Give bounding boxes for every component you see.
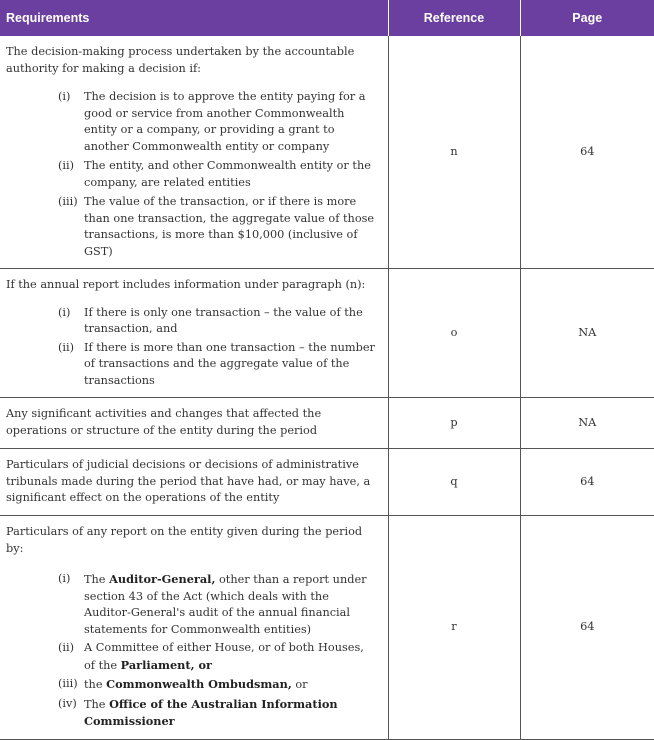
item-text: The decision is to approve the entity paying for a good or service from another Commonwealth entity or a company, or providing a grant to another Commonwealth entity or company <box>84 90 366 153</box>
table-row <box>0 449 654 516</box>
item-number: (ii) <box>58 340 75 354</box>
item-number: (iii) <box>58 195 78 208</box>
page-cell: NA <box>520 269 654 398</box>
item-pre: The <box>84 697 110 711</box>
reference-cell: q <box>388 449 520 516</box>
requirement-intro: Any significant activities and changes that affected the operations or structure of the entity during the period <box>6 407 322 437</box>
table-row <box>0 398 654 449</box>
requirement-cell <box>0 269 388 398</box>
page-cell: NA <box>520 398 654 449</box>
reference-cell: r <box>388 516 520 740</box>
requirement-cell <box>0 449 388 516</box>
item-bold: Auditor-General, <box>109 572 216 586</box>
item-text: If there is more than one transaction – the number of transactions and the aggregate value of the transactions <box>84 340 375 387</box>
item-text: If there is only one transaction – the value of the transaction, and <box>84 305 363 335</box>
page-cell: 64 <box>520 449 654 516</box>
header-page: Page <box>520 0 654 36</box>
item-bold: Commonwealth Ombudsman, <box>106 677 292 691</box>
item-post: other than a report under section 43 of the Act (which deals with the Auditor-General's audit of the annual financial statements for Commonwealth entities) <box>84 573 367 636</box>
item-bold: Office of the Australian Information Commissioner <box>84 696 338 728</box>
list-item <box>6 696 382 731</box>
item-text: The entity, and other Commonwealth entity or the company, are related entities <box>84 159 371 189</box>
reference-cell: n <box>388 36 520 269</box>
header-reference: Reference <box>388 0 520 36</box>
list-item <box>6 158 382 191</box>
requirement-cell <box>0 36 388 269</box>
table-row <box>0 516 654 740</box>
list-item <box>6 89 382 155</box>
table-row <box>0 36 654 269</box>
item-post: or <box>291 678 308 691</box>
page-cell: 64 <box>520 36 654 269</box>
item-pre: the <box>84 678 107 691</box>
header-requirements: Requirements <box>0 0 388 36</box>
requirement-intro: The decision-making process undertaken by the accountable authority for making a decision if: <box>6 45 355 75</box>
item-number: (ii) <box>58 641 75 654</box>
item-pre: The <box>84 573 110 586</box>
requirement-cell <box>0 516 388 740</box>
requirement-intro: Particulars of any report on the entity given during the period by: <box>6 525 363 555</box>
requirement-list <box>6 571 382 731</box>
list-item <box>6 340 382 390</box>
list-item <box>6 676 382 694</box>
requirement-intro: Particulars of judicial decisions or decisions of administrative tribunals made during the period that have had, or may have, a significant effect on the operations of the entity <box>6 458 371 504</box>
list-item <box>6 571 382 638</box>
requirement-list <box>6 89 382 260</box>
item-number: (i) <box>58 90 71 103</box>
reference-cell: o <box>388 269 520 398</box>
requirement-intro: If the annual report includes information under paragraph (n): <box>6 278 366 291</box>
list-item <box>6 194 382 260</box>
item-number: (i) <box>58 305 71 319</box>
reference-cell: p <box>388 398 520 449</box>
item-text: The value of the transaction, or if there is more than one transaction, the aggregate value of those transactions, is more than $10,000 (inclusive of GST) <box>84 195 375 258</box>
requirement-cell <box>0 398 388 449</box>
item-number: (i) <box>58 572 71 585</box>
list-item <box>6 305 382 338</box>
header-row <box>0 0 654 36</box>
requirement-list <box>6 305 382 390</box>
item-number: (ii) <box>58 159 75 172</box>
item-number: (iv) <box>58 696 77 710</box>
list-item <box>6 640 382 674</box>
page-cell: 64 <box>520 516 654 740</box>
table-row <box>0 269 654 398</box>
item-number: (iii) <box>58 677 78 690</box>
item-pre: A Committee of either House, or of both Houses, of the <box>84 641 364 672</box>
item-bold: Parliament, or <box>120 657 212 672</box>
